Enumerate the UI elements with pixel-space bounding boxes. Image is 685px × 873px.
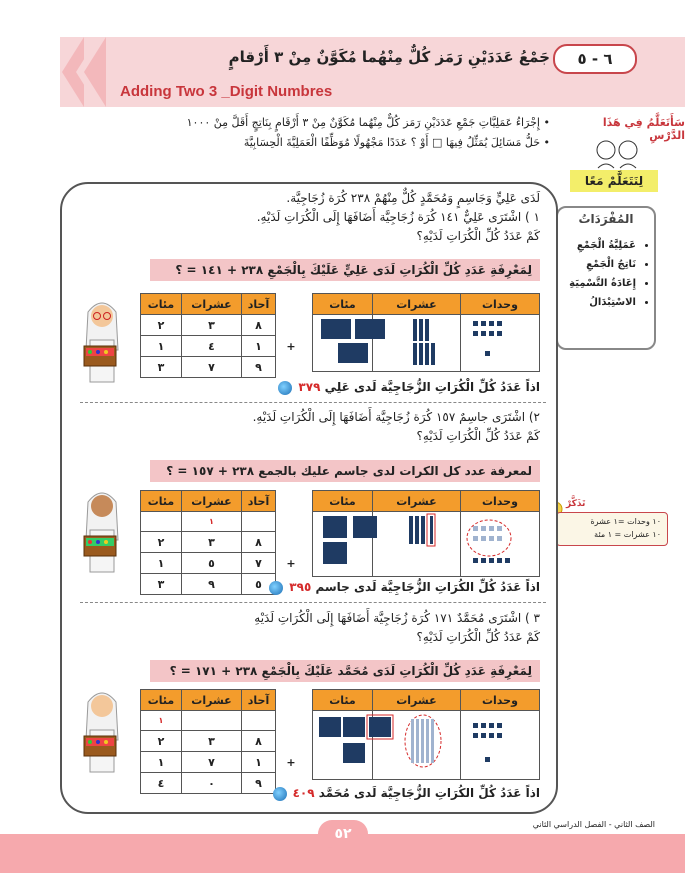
remember-line: ١٠ وحدات =١ عشرة <box>590 517 661 526</box>
vocabulary-item: • إِعَادَةُ التَّسْمِيَةِ <box>558 274 636 293</box>
ones-header: آحاد <box>242 491 276 512</box>
page-number: ٥٢ <box>318 820 368 848</box>
grade-label: الصف الثاني - الفصل الدراسي الثاني <box>532 820 655 829</box>
page-title: جَمْعُ عَدَدَيْنِ رَمَز كُلٌّ مِنْهُما مُكَوَّنٌ مِنْ ٣ أَرْقامٍ <box>228 48 550 66</box>
tens-header: عشرات <box>181 690 241 711</box>
remember-box <box>556 512 668 546</box>
problem-2-base-ten-blocks <box>313 510 539 572</box>
chevron-decoration-icon <box>84 37 106 107</box>
learn-together-tag: لِنَتَعَلَّمْ مَعًا <box>570 170 658 192</box>
hundreds-header: مئات <box>141 690 182 711</box>
vocabulary-item: • عَمَلِيَّةُ الْجَمْعِ <box>558 236 636 255</box>
tens-header: عشرات <box>372 690 460 711</box>
problem-1-question: ١ ) اشْتَرَى عَلِيٌّ ١٤١ كُرَة زُجَاجِيَّة أَضَافَهَا إِلَى الْكُرَاتِ لَدَيْهِ. <box>256 210 540 224</box>
globe-icon <box>278 381 292 395</box>
tens-header: عشرات <box>372 294 460 315</box>
vocabulary-item: • نَاتِجُ الْجَمْعِ <box>558 255 636 274</box>
problem-1-place-value-table <box>140 293 306 378</box>
carry-digit: ١ <box>181 512 241 532</box>
table-cell: ٥ <box>242 574 276 595</box>
divider <box>80 402 546 403</box>
objectives-label: سَأَتَعَلَّمُ فِي هَذَا الدَّرْسِ <box>602 116 685 142</box>
ones-header: آحاد <box>242 294 276 315</box>
problem-1-ask: كَمْ عَدَدُ كُلِّ الْكُرَاتِ لَدَيْهِ؟ <box>416 229 540 243</box>
table-cell: ١ <box>242 336 276 357</box>
hundreds-header: مئات <box>313 294 373 315</box>
objective-2: • حَلُّ مَسَائِلَ يُمَثِّلُ فِيهَا □ أَوْ ؟ عَدَدًا مَجْهُولًا مُوَظِّفًا الْعَمَلِيَّةَ الْحِسَابِيَّةَ <box>243 136 550 149</box>
table-cell: ٢ <box>141 315 182 336</box>
table-cell: ١ <box>141 553 182 574</box>
table-cell: ٧ <box>242 553 276 574</box>
table-cell: ٩ <box>242 357 276 378</box>
table-cell: ١ <box>141 752 182 773</box>
tens-header: عشرات <box>181 491 241 512</box>
plus-sign: + <box>286 556 296 570</box>
ones-header: آحاد <box>242 690 276 711</box>
vocabulary-list <box>558 236 654 312</box>
remember-title: تَذَكَّرْ <box>566 499 586 509</box>
hundreds-header: مئات <box>141 294 182 315</box>
table-cell: ٧ <box>181 752 241 773</box>
tens-header: عشرات <box>372 491 460 512</box>
problem-2-instruction: لمعرفة عدد كل الكرات لدى جاسم عليك بالجمع ٢٣٨ + ١٥٧ = ؟ <box>150 460 540 482</box>
page-title-english: Adding Two 3 _Digit Numbres <box>120 83 333 100</box>
boy-with-treasure-chest-icon <box>74 680 130 780</box>
table-cell: ٩ <box>242 773 276 794</box>
problem-3-place-value-table <box>140 689 306 794</box>
objective-1: • إِجْرَاءُ عَمَلِيَّاتِ جَمْعِ عَدَدَيْنِ رَمَز كُلٌّ مِنْهُما مُكَوَّنٌ مِنْ ٣ أَرْقَامٍ بِنَاتِجٍ أَقَلَّ مِنْ ١٠٠٠ <box>186 116 550 129</box>
table-cell: ٤ <box>181 336 241 357</box>
table-cell: ١ <box>242 752 276 773</box>
hundreds-header: مئات <box>313 690 373 711</box>
problem-2-result: اذاً عَدَدُ كُلِّ الكُرَاتِ الزُّجَاجِيَّة لَدى جاسم ٣٩٥ <box>160 580 540 595</box>
divider <box>80 602 546 603</box>
table-cell: ٠ <box>181 773 241 794</box>
boy-with-treasure-chest-icon <box>74 480 130 580</box>
table-cell: ٣ <box>181 731 241 752</box>
problem-1-instruction: لِمَعْرِفَةِ عَدَدِ كُلِّ الْكُرَاتِ لَدَى عَلِيٍّ عَلَيْكَ بِالْجَمْعِ ٢٣٨ + ١٤١ = ؟ <box>150 259 540 281</box>
table-cell: ٨ <box>242 731 276 752</box>
lesson-number: ٦ - ٥ <box>553 44 637 74</box>
problem-3-instruction: لِمَعْرِفَةِ عَدَدِ كُلِّ الْكُرَاتِ لَدَى مُحَمَّد عَلَيْكَ بِالْجَمْعِ ٢٣٨ + ١٧١ = ؟ <box>150 660 540 682</box>
problem-1-result: اذاً عَدَدُ كُلِّ الْكُرَاتِ الزُّجَاجِيَّة لَدى عَلِي ٣٧٩ <box>160 380 540 395</box>
table-cell: ٣ <box>141 357 182 378</box>
table-cell: ٧ <box>181 357 241 378</box>
hundreds-header: مئات <box>141 491 182 512</box>
problem-3-question: ٣ ) اشْتَرَى مُحَمَّدٌ ١٧١ كُرَة زُجَاجِيَّة أَضَافَهَا إِلَى الْكُرَاتِ لَدَيْهِ <box>254 611 540 625</box>
table-cell: ٢ <box>141 532 182 553</box>
carry-digit: ١ <box>141 711 182 731</box>
vocabulary-box <box>556 206 656 350</box>
table-cell: ٨ <box>242 532 276 553</box>
table-cell: ٥ <box>181 553 241 574</box>
remember-line: ١٠ عشرات = ١ مئة <box>594 530 661 539</box>
plus-sign: + <box>286 755 296 769</box>
units-header: وحدات <box>460 491 539 512</box>
hundreds-header: مئات <box>313 491 373 512</box>
units-header: وحدات <box>460 294 539 315</box>
vocabulary-item: • الاسْتِبْدَالُ <box>558 293 636 312</box>
plus-sign: + <box>286 339 296 353</box>
table-cell: ٩ <box>181 574 241 595</box>
table-cell: ٣ <box>181 315 241 336</box>
globe-icon <box>269 581 283 595</box>
problem-3-result: اذاً عَدَدُ كُلِّ الكُرَاتِ الزُّجَاجِيَّة لَدى مُحَمَّد ٤٠٩ <box>160 786 540 801</box>
units-header: وحدات <box>460 690 539 711</box>
table-cell: ٣ <box>141 574 182 595</box>
problem-1-base-ten-blocks <box>313 313 539 367</box>
problem-3-base-ten-blocks <box>313 709 539 775</box>
students-icon <box>592 136 642 170</box>
table-cell: ٣ <box>181 532 241 553</box>
intro-text: لَدَى عَلِيٍّ وَجَاسِمٍ وَمُحَمَّدٍ كُلٌّ مِنْهُمْ ٢٣٨ كُرَة زُجَاجِيَّة. <box>286 191 540 205</box>
table-cell: ٨ <box>242 315 276 336</box>
globe-icon <box>273 787 287 801</box>
vocabulary-title: المُفْرَدَاتُ <box>578 212 634 226</box>
table-cell: ٢ <box>141 731 182 752</box>
table-cell: ٤ <box>141 773 182 794</box>
boy-with-treasure-chest-icon <box>74 290 130 390</box>
tens-header: عشرات <box>181 294 241 315</box>
problem-2-question: ٢) اشْتَرَى جاسِمٌ ١٥٧ كُرَة زُجَاجِيَّة أَضَافَهَا إِلَى الْكُرَاتِ لَدَيْهِ. <box>252 410 540 424</box>
problem-2-ask: كَمْ عَدَدُ كُلِّ الْكُرَاتِ لَدَيْهِ؟ <box>416 429 540 443</box>
table-cell: ١ <box>141 336 182 357</box>
problem-3-ask: كَمْ عَدَدُ كُلِّ الْكُرَاتِ لَدَيْهِ؟ <box>416 630 540 644</box>
